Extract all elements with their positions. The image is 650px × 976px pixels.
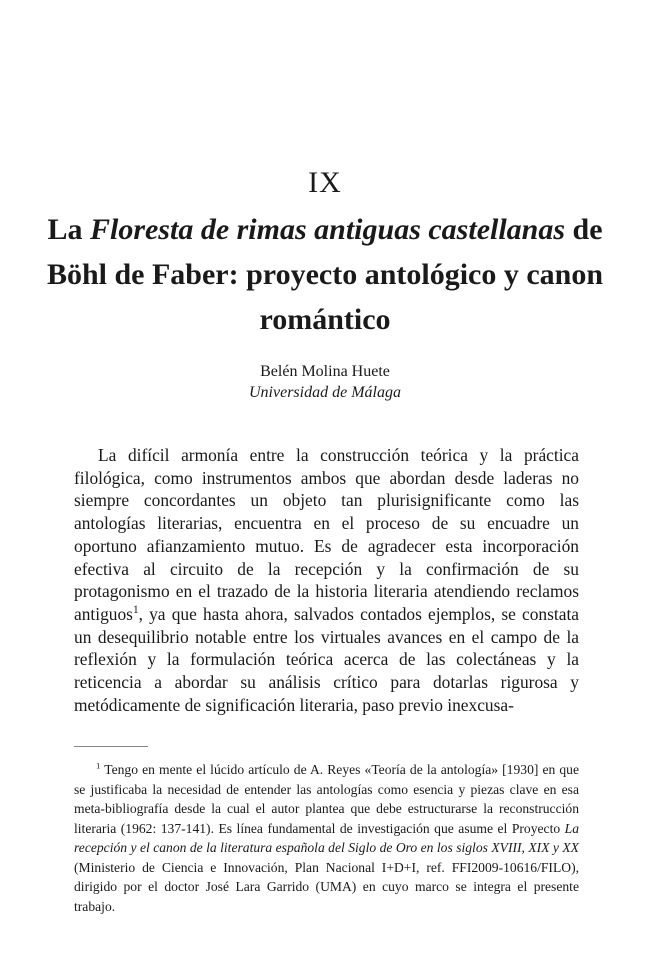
footnote-text-part2: (Ministerio de Ciencia e Innovación, Plan Nacional I+D+I, ref. FFI2009-10616/FILO), dirigido por el doctor José Lara Garrido (UMA) en cuyo marco se integra el presente trabajo. bbox=[74, 859, 579, 914]
author-name: Belén Molina Huete bbox=[260, 363, 390, 380]
footnote-text-part1: Tengo en mente el lúcido artículo de A. Reyes «Teoría de la antología» [1930] en que se justificaba la necesidad de entender las antologías como esencia y piezas clave en esa meta-bibliografía desde la cual el autor plantea que debe estructurarse la reconstrucción literaria (1962: 137-141). Es línea fundamental de investigación que asume el Proyecto bbox=[74, 762, 579, 836]
footnote-number: 1 bbox=[96, 760, 101, 771]
footnote-reference[interactable]: 1 bbox=[132, 604, 139, 617]
body-text-part2: , ya que hasta ahora, salvados contados ejemplos, se constata un desequilibrio notable entre los virtuales avances en el campo de la reflexión y la formulación teórica acerca de las colectáneas y la reticencia a abordar su análisis crítico para dotarlas rigurosa y metódicamente de significación literaria, paso previo inexcusa- bbox=[74, 603, 579, 715]
footnote-divider bbox=[74, 746, 148, 747]
body-text-part1: La difícil armonía entre la construcción teórica y la práctica filológica, como instrumentos ambos que abordan desde laderas no siempre concordantes un objeto tan plurisignificante como las antologías literarias, encuentra en el proceso de su encuadre un oportuno afianzamiento mutuo. Es de agradecer esta incorporación efectiva al circuito de la recepción y la confirmación de su protagonismo en el trazado de la historia literaria atendiendo reclamos antiguos bbox=[74, 445, 579, 624]
title-rest: de Böhl de Faber: proyecto antológico y canon romántico bbox=[46, 213, 604, 336]
author-affiliation: Universidad de Málaga bbox=[249, 384, 401, 401]
chapter-title bbox=[40, 207, 610, 342]
chapter-number: IX bbox=[308, 166, 342, 199]
title-prefix: La bbox=[47, 213, 90, 246]
footnote bbox=[74, 760, 579, 916]
author-block bbox=[0, 361, 650, 403]
body-paragraph bbox=[74, 444, 579, 716]
footnote-project-title: La recepción y el canon de la literatura española del Siglo de Oro en los siglos XVIII, XIX y XX bbox=[74, 820, 579, 855]
title-italic-work: Floresta de rimas antiguas castellanas bbox=[89, 213, 566, 246]
